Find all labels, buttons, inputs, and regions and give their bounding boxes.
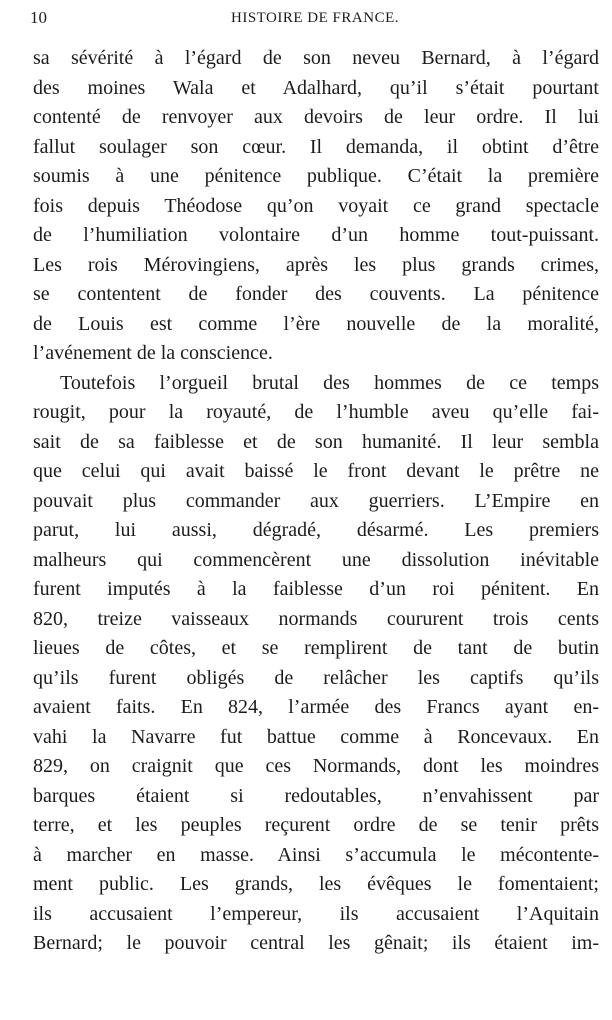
text-line: lieues de côtes, et se remplirent de tant de butin — [33, 637, 599, 659]
text-line: vahi la Navarre fut battue comme à Roncevaux. En — [33, 725, 599, 748]
text-line: parut, lui aussi, dégradé, désarmé. Les premiers — [33, 519, 599, 541]
text-line: à marcher en masse. Ainsi s’accumula le mécontente- — [33, 843, 599, 866]
text-line: rougit, pour la royauté, de l’humble aveu qu’elle fai- — [33, 401, 599, 423]
text-line: de Louis est comme l’ère nouvelle de la moralité, — [33, 312, 599, 335]
text-line: barques étaient si redoutables, n’envahissent par — [33, 784, 599, 807]
text-line: soumis à une pénitence publique. C’était la première — [33, 165, 599, 187]
text-line: fallut soulager son cœur. Il demanda, il obtint d’être — [33, 135, 599, 158]
running-head — [30, 8, 600, 32]
text-line: qu’ils furent obligés de relâcher les captifs qu’ils — [33, 666, 599, 689]
text-line: Les rois Mérovingiens, après les plus grands crimes, — [33, 253, 599, 276]
text-line: sa sévérité à l’égard de son neveu Bernard, à l’égard — [33, 47, 599, 69]
text-line: furent imputés à la faiblesse d’un roi pénitent. En — [33, 578, 599, 600]
page-number: 10 — [30, 8, 47, 27]
text-line: ils accusaient l’empereur, ils accusaient l’Aquitain — [33, 902, 599, 925]
text-line: pouvait plus commander aux guerriers. L’Empire en — [33, 489, 599, 512]
text-line: 820, treize vaisseaux normands coururent trois cents — [33, 607, 599, 630]
text-line: avaient faits. En 824, l’armée des Francs ayant en- — [33, 696, 599, 718]
text-line: contenté de renvoyer aux devoirs de leur ordre. Il lui — [33, 106, 599, 128]
text-line: l’avénement de la conscience. — [33, 342, 273, 364]
text-line: ment public. Les grands, les évêques le fomentaient; — [33, 873, 599, 895]
text-line: Bernard; le pouvoir central les gênait; ils étaient im- — [33, 932, 599, 954]
text-line: malheurs qui commencèrent une dissolution inévitable — [33, 548, 599, 571]
text-line: se contentent de fonder des couvents. La pénitence — [33, 283, 599, 305]
text-line: sait de sa faiblesse et de son humanité. Il leur sembla — [33, 430, 599, 453]
text-line: terre, et les peuples reçurent ordre de se tenir prêts — [33, 814, 599, 836]
text-line: des moines Wala et Adalhard, qu’il s’était pourtant — [33, 76, 599, 99]
text-line: de l’humiliation volontaire d’un homme tout-puissant. — [33, 224, 599, 246]
text-line: que celui qui avait baissé le front devant le prêtre ne — [33, 460, 599, 482]
running-title: HISTOIRE DE FRANCE. — [231, 10, 399, 26]
text-line: Toutefois l’orgueil brutal des hommes de ce temps — [60, 371, 599, 394]
text-line: fois depuis Théodose qu’on voyait ce grand spectacle — [33, 194, 599, 217]
body-text — [33, 44, 599, 959]
text-line: 829, on craignit que ces Normands, dont les moindres — [33, 755, 599, 777]
